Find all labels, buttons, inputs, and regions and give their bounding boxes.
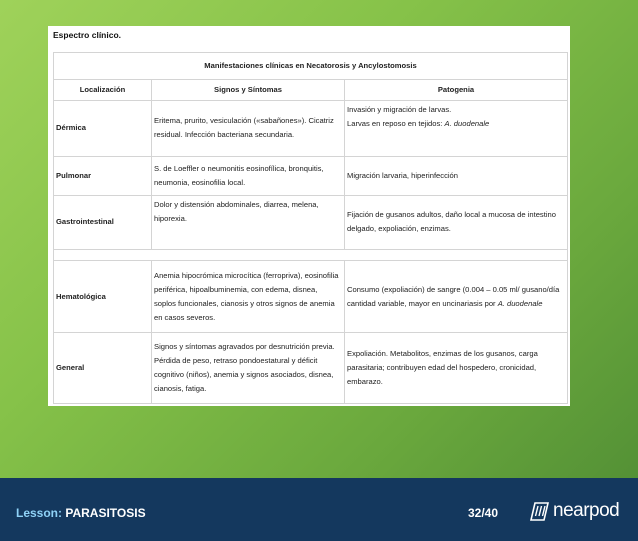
header-signos: Signos y Síntomas [152, 80, 345, 101]
cell-patogenia [345, 100, 568, 156]
header-patogenia: Patogenia [345, 80, 568, 101]
cell-patogenia [345, 195, 568, 249]
text-line: Anemia hipocrómica microcítica (ferropriva), eosinofilia [154, 270, 339, 280]
text-line: soplos funcionales, cianosis y otros signos de anemia [154, 298, 335, 308]
text-line: periférica, hipoalbuminemia, con edema, disnea, [154, 284, 318, 294]
text-line: Fijación de gusanos adultos, daño local a mucosa de intestino [347, 210, 556, 220]
text-span: cantidad variable, mayor en uncinariasis por [347, 298, 498, 308]
lesson-label: Lesson: [16, 506, 63, 520]
nearpod-logo [528, 498, 619, 524]
cell-patogenia [345, 261, 568, 332]
text-line: Consumo (expoliación) de sangre (0.004 – 0.05 ml/ gusano/día [347, 284, 560, 294]
cell-patogenia [345, 332, 568, 403]
table-row [54, 261, 568, 332]
text-line: parasitaria; contribuyen edad del hospedero, cronicidad, [347, 362, 537, 372]
text-span: Larvas en reposo en tejidos: [347, 118, 445, 128]
section-title: Espectro clínico. [53, 30, 122, 40]
text-line: hiporexia. [154, 213, 187, 223]
text-line [347, 297, 565, 311]
text-line: en casos severos. [154, 312, 216, 322]
text-line: Pérdida de peso, retraso pondoestatural y déficit [154, 355, 318, 365]
text-line: embarazo. [347, 376, 383, 386]
table-row [54, 156, 568, 195]
cell-localizacion: Gastrointestinal [54, 195, 152, 249]
cell-signos [152, 156, 345, 195]
text-line: Invasión y migración de larvas. [347, 104, 452, 114]
text-line: S. de Loeffler o neumonitis eosinofílica, bronquitis, [154, 163, 324, 173]
table-title-row [54, 53, 568, 80]
cell-patogenia: Migración larvaria, hiperinfección [345, 156, 568, 195]
header-localizacion: Localización [54, 80, 152, 101]
text-line: Dolor y distensión abdominales, diarrea, melena, [154, 199, 319, 209]
table-title: Manifestaciones clínicas en Necatorosis y Ancylostomosis [54, 53, 568, 80]
cell-signos [152, 100, 345, 156]
cell-localizacion: General [54, 332, 152, 403]
text-line: Eritema, prurito, vesiculación («sabañones»). Cicatriz [154, 116, 334, 126]
page-indicator: 32/40 [468, 506, 499, 520]
text-line [347, 117, 565, 131]
divider-row [54, 249, 568, 261]
cell-localizacion: Hematológica [54, 261, 152, 332]
text-line: delgado, expoliación, enzimas. [347, 224, 451, 234]
slide-content [48, 26, 570, 406]
text-line: Expoliación. Metabolitos, enzimas de los gusanos, carga [347, 348, 538, 358]
footer-bar [0, 478, 638, 541]
text-line: cianosis, fatiga. [154, 383, 207, 393]
cell-localizacion: Dérmica [54, 100, 152, 156]
species-name: A. duodenale [497, 298, 543, 308]
cell-signos [152, 261, 345, 332]
divider-line [54, 249, 568, 261]
clinical-table [53, 52, 568, 404]
text-line: Signos y síntomas agravados por desnutrición previa. [154, 341, 335, 351]
lesson-name: PARASITOSIS [65, 506, 146, 520]
cell-localizacion: Pulmonar [54, 156, 152, 195]
table-row [54, 195, 568, 249]
cell-signos [152, 195, 345, 249]
text-line: residual. Infección bacteriana secundaria. [154, 130, 295, 140]
table-row [54, 332, 568, 403]
nearpod-logo-icon [528, 500, 550, 522]
species-name: A. duodenale [444, 118, 490, 128]
table-header-row [54, 80, 568, 101]
table-row [54, 100, 568, 156]
lesson-title [16, 506, 146, 520]
brand-wordmark: nearpod [553, 500, 620, 521]
cell-signos [152, 332, 345, 403]
text-line: neumonia, eosinofilia local. [154, 177, 246, 187]
text-line: cognitivo (niños), anemia y signos asociados, disnea, [154, 369, 334, 379]
